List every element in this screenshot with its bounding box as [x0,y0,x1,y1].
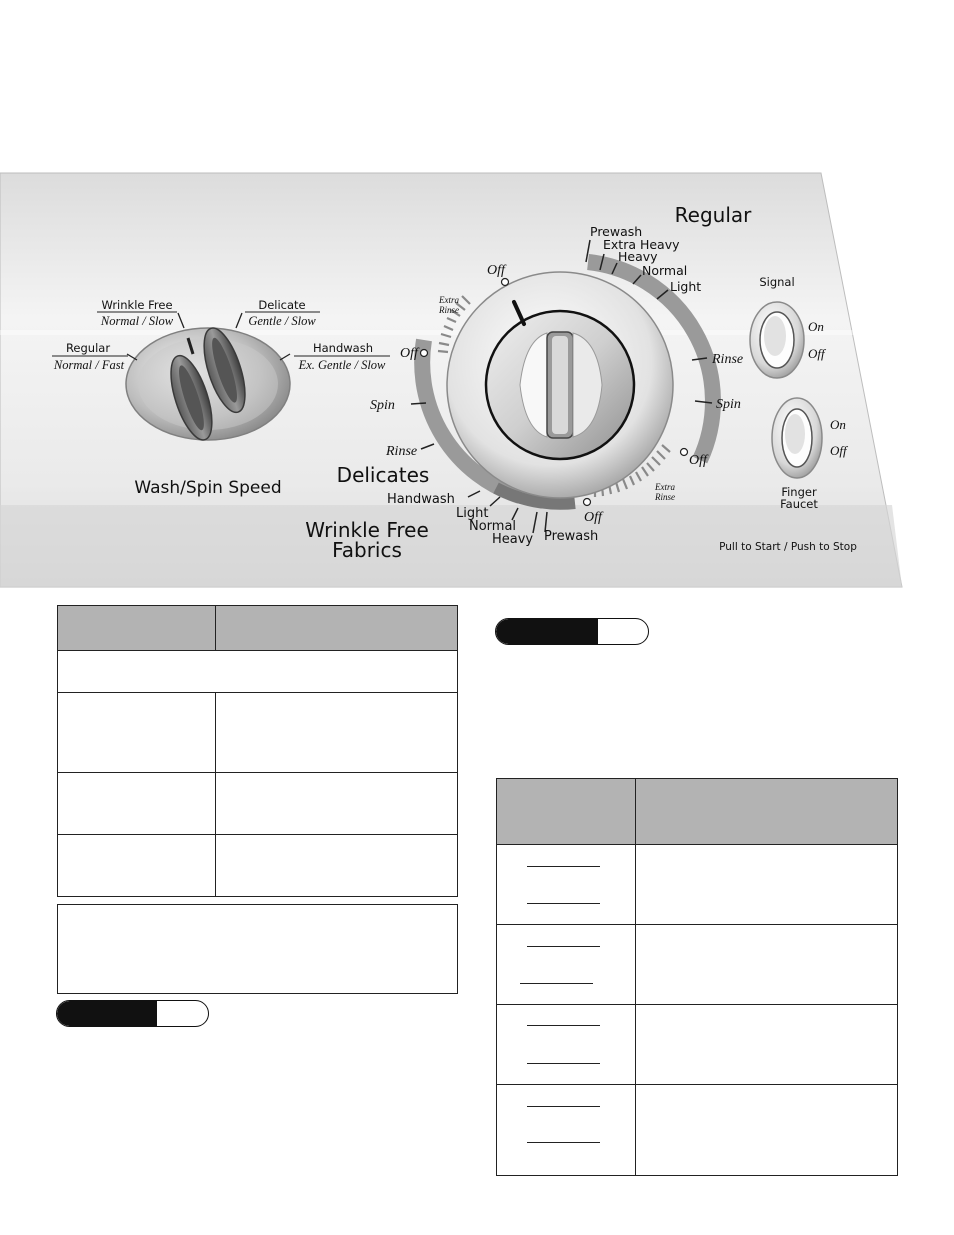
regular-normal-label: Normal [642,263,688,278]
wrinkle-free-heavy-label: Heavy [492,532,534,547]
delicates-rinse-label: Rinse [386,444,418,459]
left-section-tab [56,1000,209,1027]
wash-spin-wrinkle-free-speed: Normal / Slow [100,314,174,328]
right-table-row1-col2 [635,844,898,926]
blank-line [527,1106,600,1107]
wash-spin-wrinkle-free-label: Wrinkle Free [101,298,173,312]
finger-faucet-label-line1: Finger [781,485,817,499]
delicates-spin-label: Spin [370,398,395,413]
signal-switch[interactable] [750,302,804,378]
right-section-tab [495,618,649,645]
regular-extra-heavy-label: Extra Heavy [603,237,680,252]
blank-line [527,1063,600,1064]
left-table-row1-col1 [57,692,217,774]
wrinkle-free-prewash-label: Prewash [544,529,599,544]
washer-control-panel [0,0,954,600]
regular-off-label: Off [689,453,707,468]
blank-line [527,1142,600,1143]
left-table-row3-col1 [57,834,217,897]
signal-off-label: Off [808,346,825,361]
regular-heavy-label: Heavy [618,249,658,264]
wrinkle-free-group-title-line2: Fabrics [332,538,402,562]
wrinkle-free-extra-rinse-label: Rinse [655,492,675,502]
pull-start-push-stop-instruction: Pull to Start / Push to Stop [719,541,857,553]
right-table-header-col1 [496,778,637,846]
finger-faucet-on-label: On [830,417,846,432]
left-table-row1-col2 [215,692,458,774]
right-table-row2-col2 [635,924,898,1006]
blank-line [527,1025,600,1026]
wash-spin-handwash-speed: Ex. Gentle / Slow [298,358,386,372]
blank-line [527,946,600,947]
left-note-box [57,904,458,994]
right-section-tab-fill [496,619,598,644]
signal-label: Signal [759,275,795,289]
wash-spin-regular-label: Regular [65,341,111,355]
regular-spin-label: Spin [716,397,741,412]
right-table-row1-col1 [496,844,637,926]
blank-line [520,983,593,984]
finger-faucet-switch[interactable] [772,398,822,478]
wrinkle-free-group-title-line1: Wrinkle Free [305,518,429,542]
wash-spin-delicate-label: Delicate [258,298,306,312]
wrinkle-free-off-label: Off [584,510,602,525]
regular-rinse-label: Rinse [712,352,744,367]
delicates-handwash-label: Handwash [387,492,455,507]
blank-line [527,903,600,904]
wash-spin-delicate-speed: Gentle / Slow [248,314,316,328]
wrinkle-free-light-label: Light [456,506,489,521]
left-table-header-col2 [215,605,458,652]
delicates-extra-rinse-label: Rinse [439,305,459,315]
left-table-header-col1 [57,605,217,652]
regular-light-label: Light [670,279,702,294]
right-table-row2-col1 [496,924,637,1006]
right-table-row3-col2 [635,1004,898,1086]
left-table-row2-col1 [57,772,217,836]
left-table-row2-col2 [215,772,458,836]
delicates-extra-label: Extra [439,295,459,305]
right-table-row4-col1 [496,1084,637,1176]
right-table-header-col2 [635,778,898,846]
regular-prewash-label: Prewash [590,224,643,239]
finger-faucet-off-label: Off [830,443,847,458]
wrinkle-free-extra-label: Extra [655,482,675,492]
wrinkle-free-normal-label: Normal [469,519,517,534]
delicates-group-title: Delicates [336,463,430,487]
right-table-row4-col2 [635,1084,898,1176]
delicates-off-top-label: Off [487,263,505,278]
finger-faucet-label-line2: Faucet [780,497,818,511]
delicates-off-label: Off [400,346,418,361]
right-table-row3-col1 [496,1004,637,1086]
wash-spin-title: Wash/Spin Speed [134,478,282,498]
wash-spin-handwash-label: Handwash [312,341,374,355]
regular-group-title: Regular [674,203,752,227]
blank-line [527,866,600,867]
wash-spin-regular-speed: Normal / Fast [53,358,125,372]
left-section-tab-fill [57,1001,157,1026]
left-table-section-row [57,650,458,694]
left-table-row3-col2 [215,834,458,897]
signal-on-label: On [808,319,824,334]
